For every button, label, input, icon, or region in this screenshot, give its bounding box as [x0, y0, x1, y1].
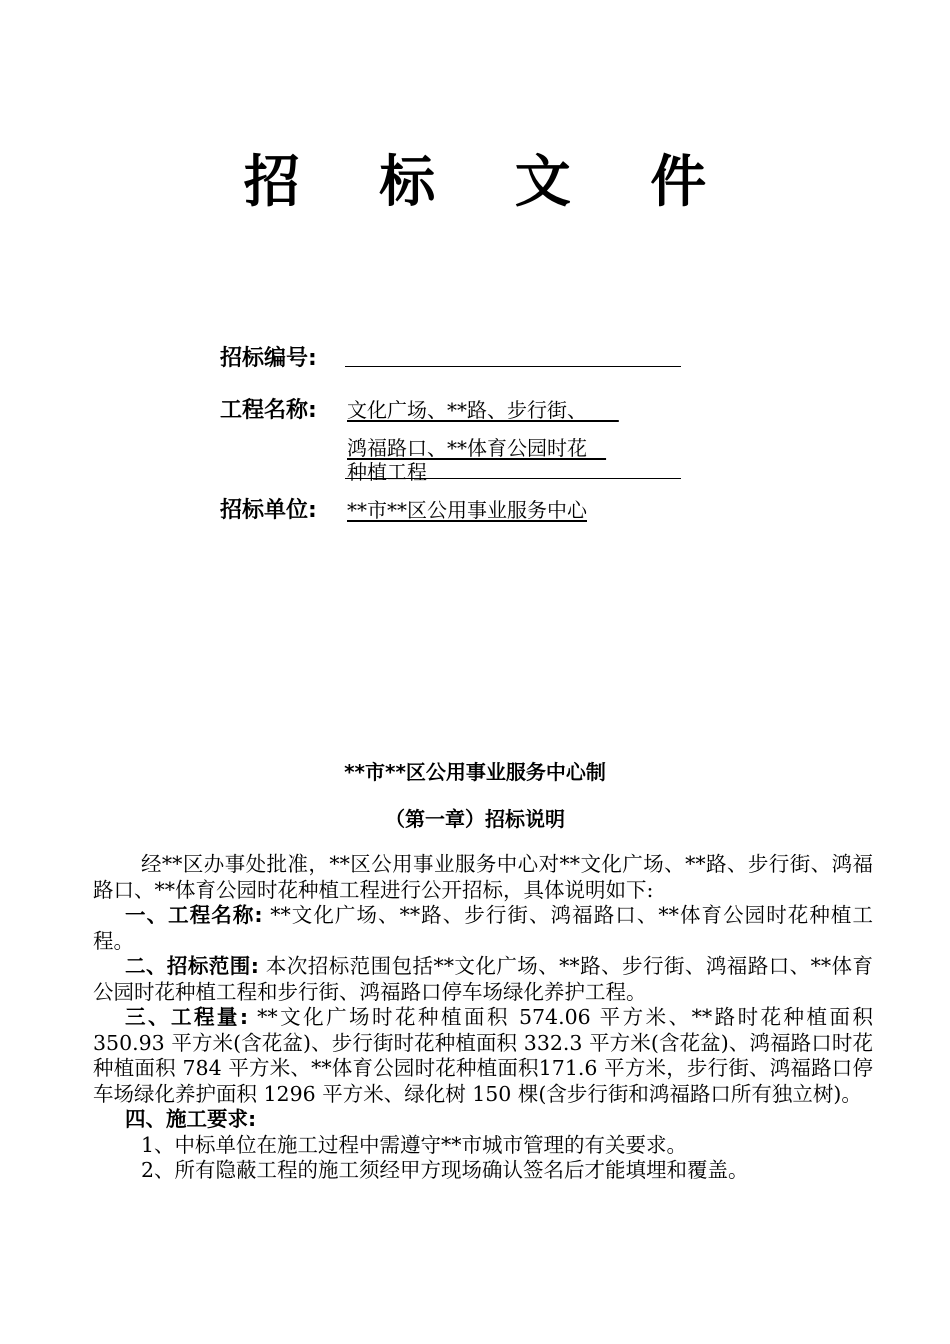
- section-scope: [93, 954, 873, 1005]
- chapter-body: [93, 852, 873, 1184]
- section-2-text: 本次招标范围包括**文化广场、**路、步行街、鸿福路口、**体育公园时花种植工程和步行街、鸿福路口停车场绿化养护工程。: [93, 954, 873, 1004]
- project-name-line1: 文化广场、**路、步行街、: [347, 398, 587, 422]
- project-name-underline: [345, 458, 681, 479]
- bid-number-blank: [345, 346, 681, 367]
- requirement-2: 2、所有隐蔽工程的施工须经甲方现场确认签名后才能填埋和覆盖。: [141, 1158, 749, 1182]
- section-1-heading: 一、工程名称:: [125, 903, 263, 927]
- section-2-heading: 二、招标范围:: [125, 954, 259, 978]
- project-name-label: 工程名称:: [220, 398, 317, 423]
- maker-line: **市**区公用事业服务中心制: [344, 760, 606, 784]
- section-project-name: [93, 903, 873, 954]
- section-requirements: [93, 1107, 873, 1133]
- chapter-heading: （第一章）招标说明: [385, 807, 565, 831]
- section-4-heading: 四、施工要求:: [125, 1107, 257, 1131]
- section-1-text: **文化广场、**路、步行街、鸿福路口、**体育公园时花种植工程。: [93, 903, 874, 953]
- section-3-text: **文化广场时花种植面积 574.06 平方米、**路时花种植面积 350.93 平方米(含花盆)、步行街时花种植面积 332.3 平方米(含花盆)、鸿福路口时花种植面积 784 平方米、**体育公园时花种植面积171.6 平方米，步行街、鸿福路口停车场绿化养护面积 1296 平方米、绿化树 150 棵(含步行街和鸿福路口所有独立树)。: [93, 1005, 873, 1106]
- project-name-line3: 种植工程: [347, 460, 427, 484]
- intro-paragraph: 经**区办事处批准，**区公用事业服务中心对**文化广场、**路、步行街、鸿福路口、**体育公园时花种植工程进行公开招标，具体说明如下:: [93, 852, 873, 902]
- section-quantity: [93, 1005, 873, 1107]
- project-name-line2: 鸿福路口、**体育公园时花: [347, 436, 587, 460]
- bidder-label: 招标单位:: [220, 498, 317, 523]
- bid-number-label: 招标编号:: [220, 346, 317, 371]
- section-3-heading: 三、工程量:: [125, 1005, 249, 1029]
- bidder-value: **市**区公用事业服务中心: [347, 498, 587, 522]
- requirement-1: 1、中标单位在施工过程中需遵守**市城市管理的有关要求。: [141, 1132, 688, 1157]
- document-title: 招 标 文 件: [243, 149, 737, 215]
